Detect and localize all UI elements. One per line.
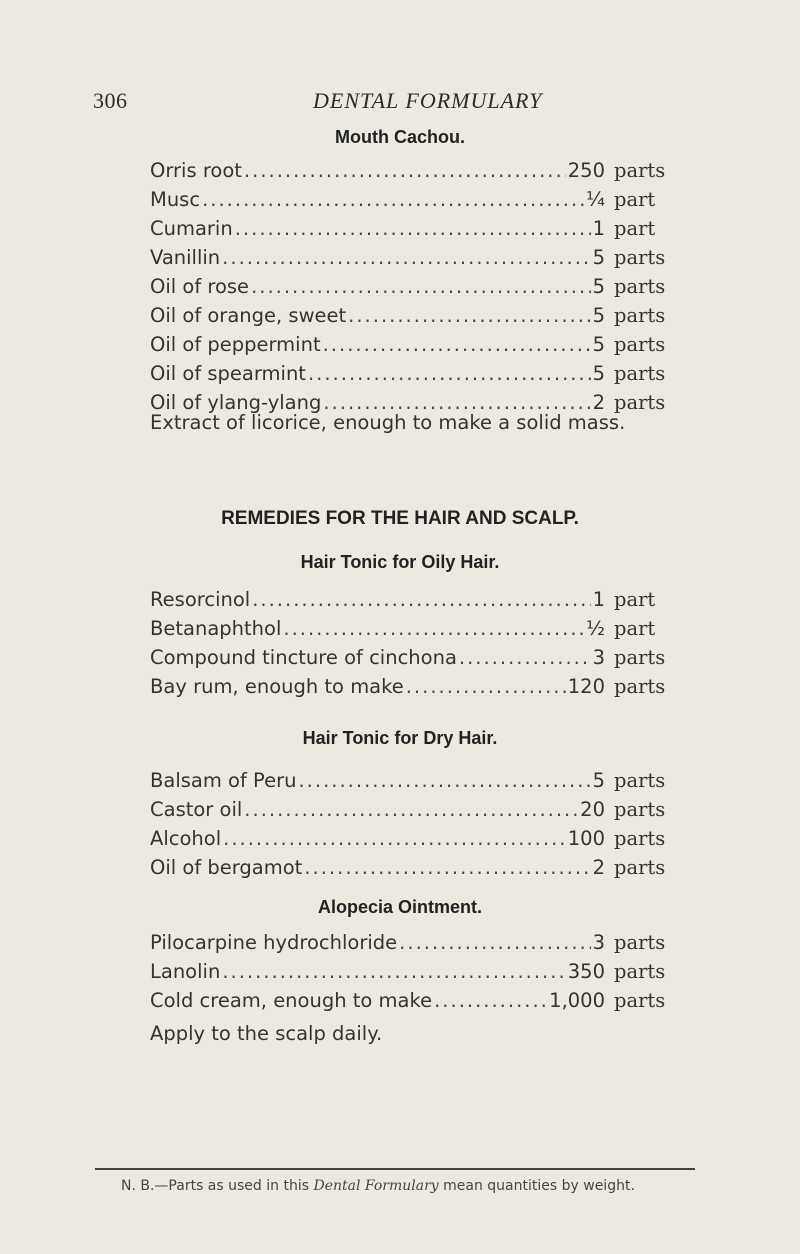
running-head (93, 88, 693, 116)
ingredient-unit: parts (614, 769, 666, 792)
ingredient-name: Oil of ylang-ylang (150, 391, 322, 414)
leader-dots (244, 795, 578, 824)
ingredient-quantity: ½ (586, 617, 605, 640)
page-number: 306 (93, 88, 128, 113)
footnote-suffix: mean quantities by weight. (438, 1178, 635, 1194)
leader-dots (283, 614, 584, 643)
ingredient-name: Castor oil (150, 798, 243, 821)
ingredient-row (150, 214, 686, 243)
ingredient-quantity: 1 (592, 588, 605, 611)
mouth-cachou-recipe (150, 156, 686, 417)
leader-dots (459, 643, 591, 672)
footnote-rule (95, 1168, 695, 1170)
leader-dots (304, 853, 590, 882)
ingredient-row (150, 824, 686, 853)
ingredient-quantity: 5 (592, 246, 605, 269)
ingredient-row (150, 766, 686, 795)
ingredient-unit: parts (614, 960, 666, 983)
ingredient-unit: parts (614, 391, 666, 414)
ingredient-row (150, 928, 686, 957)
ingredient-name: Vanillin (150, 246, 221, 269)
ingredient-row (150, 359, 686, 388)
mouth-cachou-title: Mouth Cachou. (335, 127, 465, 147)
ingredient-quantity: 250 (567, 159, 605, 182)
alopecia-note: Apply to the scalp daily. (150, 1022, 383, 1045)
ingredient-name: Betanaphthol (150, 617, 282, 640)
ingredient-row (150, 986, 686, 1015)
ingredient-quantity: 5 (592, 333, 605, 356)
leader-dots (323, 330, 591, 359)
ingredient-quantity: ¼ (586, 188, 605, 211)
ingredient-quantity: 120 (567, 675, 605, 698)
footnote (99, 1176, 739, 1196)
leader-dots (399, 928, 590, 957)
dry-hair-recipe (150, 766, 686, 882)
ingredient-unit: parts (614, 333, 666, 356)
ingredient-quantity: 5 (592, 275, 605, 298)
ingredient-unit: parts (614, 246, 666, 269)
ingredient-name: Lanolin (150, 960, 221, 983)
ingredient-unit: parts (614, 931, 666, 954)
ingredient-row (150, 957, 686, 986)
ingredient-name: Pilocarpine hydrochloride (150, 931, 398, 954)
ingredient-unit: part (614, 617, 656, 640)
ingredient-name: Resorcinol (150, 588, 251, 611)
ingredient-quantity: 5 (592, 769, 605, 792)
ingredient-quantity: 2 (592, 856, 605, 879)
ingredient-unit: parts (614, 675, 666, 698)
ingredient-row (150, 272, 686, 301)
leader-dots (223, 824, 566, 853)
ingredient-quantity: 1 (592, 217, 605, 240)
mouth-cachou-note: Extract of licorice, enough to make a solid mass. (150, 411, 626, 434)
ingredient-unit: parts (614, 275, 666, 298)
leader-dots (235, 214, 591, 243)
ingredient-unit: part (614, 588, 656, 611)
ingredient-quantity: 5 (592, 362, 605, 385)
mouth-cachou-note-block (150, 406, 686, 440)
ingredient-unit: parts (614, 362, 666, 385)
footnote-prefix: N. B.—Parts as used in this (121, 1178, 314, 1194)
ingredient-name: Cold cream, enough to make (150, 989, 433, 1012)
ingredient-quantity: 2 (592, 391, 605, 414)
ingredient-name: Balsam of Peru (150, 769, 297, 792)
ingredient-unit: parts (614, 646, 666, 669)
alopecia-note-block (150, 1017, 686, 1051)
ingredient-unit: parts (614, 304, 666, 327)
leader-dots (222, 243, 590, 272)
leader-dots (252, 585, 590, 614)
section-title: REMEDIES FOR THE HAIR AND SCALP. (221, 508, 579, 529)
ingredient-name: Oil of peppermint (150, 333, 321, 356)
ingredient-row (150, 301, 686, 330)
ingredient-name: Alcohol (150, 827, 222, 850)
ingredient-quantity: 100 (567, 827, 605, 850)
ingredient-name: Oil of spearmint (150, 362, 306, 385)
ingredient-row (150, 853, 686, 882)
ingredient-row (150, 795, 686, 824)
ingredient-row (150, 643, 686, 672)
leader-dots (434, 986, 547, 1015)
ingredient-quantity: 3 (592, 646, 605, 669)
ingredient-name: Oil of rose (150, 275, 250, 298)
ingredient-quantity: 20 (580, 798, 605, 821)
alopecia-title: Alopecia Ointment. (317, 897, 483, 917)
oily-hair-title: Hair Tonic for Oily Hair. (300, 552, 500, 572)
ingredient-row (150, 614, 686, 643)
ingredient-quantity: 350 (567, 960, 605, 983)
ingredient-row (150, 243, 686, 272)
leader-dots (308, 359, 591, 388)
ingredient-unit: part (614, 188, 656, 211)
leader-dots (348, 301, 590, 330)
ingredient-name: Oil of bergamot (150, 856, 303, 879)
ingredient-unit: parts (614, 798, 666, 821)
leader-dots (222, 957, 565, 986)
ingredient-name: Compound tincture of cinchona (150, 646, 457, 669)
ingredient-name: Cumarin (150, 217, 233, 240)
leader-dots (202, 185, 584, 214)
ingredient-quantity: 3 (592, 931, 605, 954)
ingredient-unit: part (614, 217, 656, 240)
ingredient-unit: parts (614, 856, 666, 879)
ingredient-row (150, 585, 686, 614)
ingredient-unit: parts (614, 159, 666, 182)
dry-hair-title: Hair Tonic for Dry Hair. (302, 728, 498, 748)
oily-hair-recipe (150, 585, 686, 701)
ingredient-row (150, 156, 686, 185)
ingredient-unit: parts (614, 989, 666, 1012)
leader-dots (406, 672, 566, 701)
footnote-italic: Dental Formulary (313, 1178, 439, 1194)
ingredient-quantity: 1,000 (549, 989, 605, 1012)
ingredient-unit: parts (614, 827, 666, 850)
ingredient-name: Bay rum, enough to make (150, 675, 404, 698)
ingredient-name: Musc (150, 188, 201, 211)
running-title: DENTAL FORMULARY (313, 88, 543, 113)
ingredient-row (150, 185, 686, 214)
leader-dots (298, 766, 590, 795)
ingredient-row (150, 330, 686, 359)
ingredient-quantity: 5 (592, 304, 605, 327)
ingredient-name: Oil of orange, sweet (150, 304, 347, 327)
ingredient-name: Orris root (150, 159, 242, 182)
leader-dots (244, 156, 566, 185)
ingredient-row (150, 672, 686, 701)
alopecia-recipe (150, 928, 686, 1015)
leader-dots (251, 272, 591, 301)
